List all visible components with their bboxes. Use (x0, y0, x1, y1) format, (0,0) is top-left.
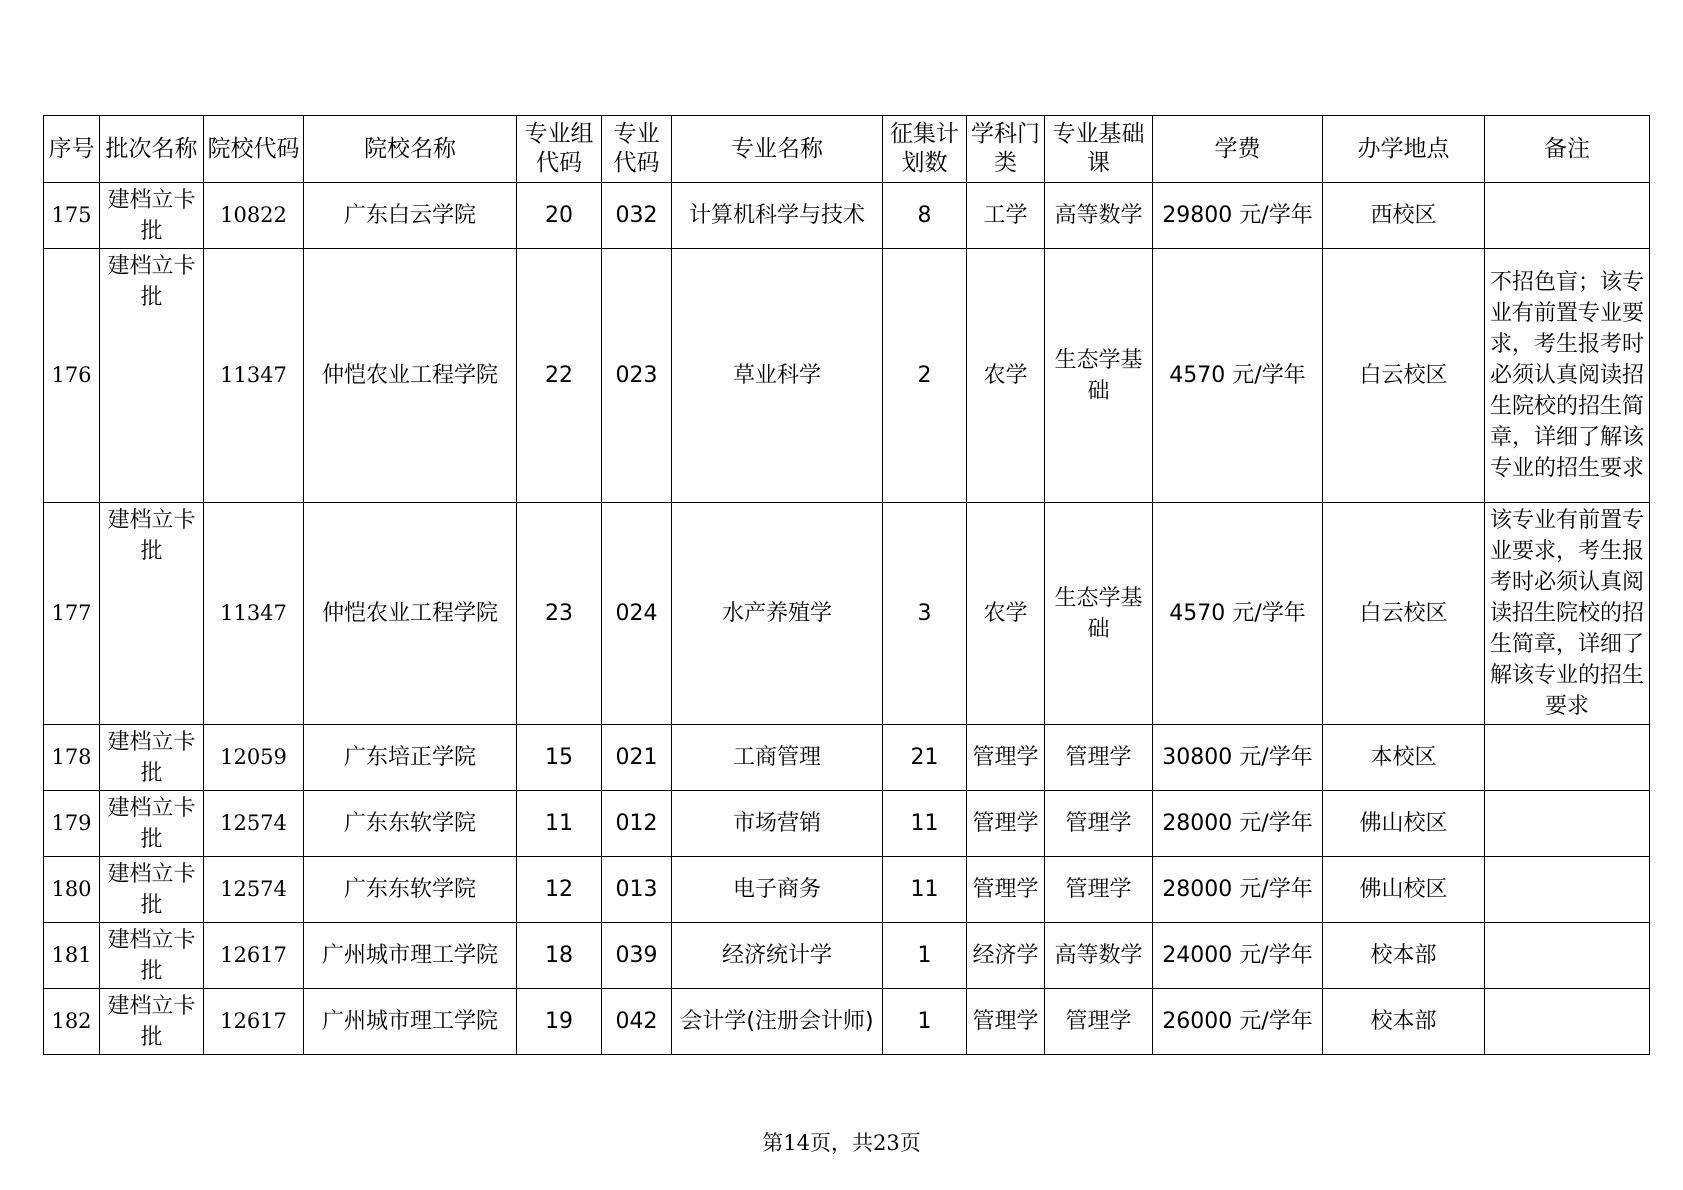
cell-category: 管理学 (967, 791, 1045, 857)
cell-seq: 180 (44, 857, 100, 923)
cell-school-code: 10822 (204, 183, 304, 249)
cell-plan: 8 (883, 183, 967, 249)
cell-school-code: 12617 (204, 923, 304, 989)
cell-fee: 4570 元/学年 (1153, 503, 1323, 725)
cell-fee: 24000 元/学年 (1153, 923, 1323, 989)
cell-school-name: 仲恺农业工程学院 (304, 249, 517, 503)
cell-school-code: 12617 (204, 989, 304, 1055)
cell-school-code: 12574 (204, 791, 304, 857)
cell-remark (1485, 857, 1650, 923)
cell-category: 农学 (967, 503, 1045, 725)
cell-remark: 不招色盲；该专业有前置专业要求，考生报考时必须认真阅读招生院校的招生简章，详细了解该专业的招生要求 (1485, 249, 1650, 503)
cell-group-code: 19 (517, 989, 602, 1055)
cell-remark (1485, 725, 1650, 791)
table-row (44, 725, 1650, 791)
cell-fee: 29800 元/学年 (1153, 183, 1323, 249)
page-footer: 第14页，共23页 (762, 1131, 921, 1155)
table-row (44, 923, 1650, 989)
cell-major-name: 电子商务 (672, 857, 883, 923)
cell-category: 工学 (967, 183, 1045, 249)
cell-location: 白云校区 (1323, 503, 1485, 725)
cell-basic-course: 管理学 (1045, 791, 1153, 857)
cell-location: 白云校区 (1323, 249, 1485, 503)
cell-major-code: 032 (602, 183, 672, 249)
cell-plan: 11 (883, 857, 967, 923)
cell-group-code: 22 (517, 249, 602, 503)
header-group-code: 专业组代码 (517, 116, 602, 183)
cell-plan: 1 (883, 923, 967, 989)
cell-seq: 177 (44, 503, 100, 725)
cell-batch: 建档立卡批 (100, 725, 204, 791)
cell-school-code: 11347 (204, 249, 304, 503)
header-fee: 学费 (1153, 116, 1323, 183)
cell-location: 佛山校区 (1323, 857, 1485, 923)
table-body (44, 183, 1650, 1055)
header-row (44, 116, 1650, 183)
cell-major-code: 012 (602, 791, 672, 857)
cell-basic-course: 管理学 (1045, 725, 1153, 791)
header-seq: 序号 (44, 116, 100, 183)
cell-group-code: 15 (517, 725, 602, 791)
cell-school-name: 广东白云学院 (304, 183, 517, 249)
header-plan: 征集计划数 (883, 116, 967, 183)
cell-location: 佛山校区 (1323, 791, 1485, 857)
header-major-name: 专业名称 (672, 116, 883, 183)
cell-school-code: 11347 (204, 503, 304, 725)
cell-location: 西校区 (1323, 183, 1485, 249)
cell-major-name: 经济统计学 (672, 923, 883, 989)
cell-group-code: 11 (517, 791, 602, 857)
cell-school-name: 广东东软学院 (304, 791, 517, 857)
cell-major-name: 计算机科学与技术 (672, 183, 883, 249)
cell-basic-course: 高等数学 (1045, 183, 1153, 249)
cell-basic-course: 管理学 (1045, 857, 1153, 923)
cell-major-name: 市场营销 (672, 791, 883, 857)
cell-group-code: 12 (517, 857, 602, 923)
cell-seq: 179 (44, 791, 100, 857)
header-location: 办学地点 (1323, 116, 1485, 183)
header-basic-course: 专业基础课 (1045, 116, 1153, 183)
header-category: 学科门类 (967, 116, 1045, 183)
table-row (44, 791, 1650, 857)
table-row (44, 249, 1650, 503)
cell-seq: 182 (44, 989, 100, 1055)
header-school-name: 院校名称 (304, 116, 517, 183)
cell-major-code: 013 (602, 857, 672, 923)
cell-major-name: 水产养殖学 (672, 503, 883, 725)
cell-seq: 181 (44, 923, 100, 989)
table-row (44, 989, 1650, 1055)
table-row (44, 857, 1650, 923)
cell-fee: 30800 元/学年 (1153, 725, 1323, 791)
cell-major-code: 021 (602, 725, 672, 791)
cell-batch: 建档立卡批 (100, 989, 204, 1055)
cell-plan: 3 (883, 503, 967, 725)
cell-batch: 建档立卡批 (100, 791, 204, 857)
cell-batch: 建档立卡批 (100, 183, 204, 249)
cell-seq: 176 (44, 249, 100, 503)
table-row (44, 183, 1650, 249)
cell-basic-course: 生态学基础 (1045, 249, 1153, 503)
cell-major-name: 工商管理 (672, 725, 883, 791)
cell-fee: 4570 元/学年 (1153, 249, 1323, 503)
cell-school-code: 12059 (204, 725, 304, 791)
cell-category: 管理学 (967, 725, 1045, 791)
cell-plan: 2 (883, 249, 967, 503)
cell-basic-course: 管理学 (1045, 989, 1153, 1055)
cell-major-name: 会计学(注册会计师) (672, 989, 883, 1055)
cell-category: 管理学 (967, 989, 1045, 1055)
cell-fee: 28000 元/学年 (1153, 857, 1323, 923)
cell-location: 校本部 (1323, 923, 1485, 989)
cell-major-name: 草业科学 (672, 249, 883, 503)
cell-fee: 28000 元/学年 (1153, 791, 1323, 857)
cell-category: 经济学 (967, 923, 1045, 989)
header-remark: 备注 (1485, 116, 1650, 183)
cell-category: 管理学 (967, 857, 1045, 923)
cell-batch: 建档立卡批 (100, 857, 204, 923)
header-major-code: 专业代码 (602, 116, 672, 183)
cell-school-code: 12574 (204, 857, 304, 923)
cell-major-code: 042 (602, 989, 672, 1055)
cell-seq: 178 (44, 725, 100, 791)
cell-school-name: 广州城市理工学院 (304, 989, 517, 1055)
cell-basic-course: 生态学基础 (1045, 503, 1153, 725)
cell-seq: 175 (44, 183, 100, 249)
cell-major-code: 039 (602, 923, 672, 989)
cell-major-code: 023 (602, 249, 672, 503)
cell-remark (1485, 183, 1650, 249)
header-batch: 批次名称 (100, 116, 204, 183)
cell-remark: 该专业有前置专业要求，考生报考时必须认真阅读招生院校的招生简章，详细了解该专业的招生要求 (1485, 503, 1650, 725)
cell-plan: 1 (883, 989, 967, 1055)
cell-basic-course: 高等数学 (1045, 923, 1153, 989)
cell-plan: 21 (883, 725, 967, 791)
table-header (44, 116, 1650, 183)
cell-school-name: 广东培正学院 (304, 725, 517, 791)
cell-location: 校本部 (1323, 989, 1485, 1055)
cell-remark (1485, 923, 1650, 989)
cell-location: 本校区 (1323, 725, 1485, 791)
cell-group-code: 23 (517, 503, 602, 725)
cell-remark (1485, 791, 1650, 857)
cell-category: 农学 (967, 249, 1045, 503)
cell-plan: 11 (883, 791, 967, 857)
cell-school-name: 广州城市理工学院 (304, 923, 517, 989)
header-school-code: 院校代码 (204, 116, 304, 183)
admission-table (43, 115, 1650, 1055)
cell-remark (1485, 989, 1650, 1055)
cell-group-code: 18 (517, 923, 602, 989)
table-row (44, 503, 1650, 725)
cell-fee: 26000 元/学年 (1153, 989, 1323, 1055)
cell-group-code: 20 (517, 183, 602, 249)
cell-batch: 建档立卡批 (100, 503, 204, 725)
cell-school-name: 广东东软学院 (304, 857, 517, 923)
admission-table-container (43, 115, 1650, 1055)
cell-batch: 建档立卡批 (100, 249, 204, 503)
cell-major-code: 024 (602, 503, 672, 725)
cell-batch: 建档立卡批 (100, 923, 204, 989)
cell-school-name: 仲恺农业工程学院 (304, 503, 517, 725)
